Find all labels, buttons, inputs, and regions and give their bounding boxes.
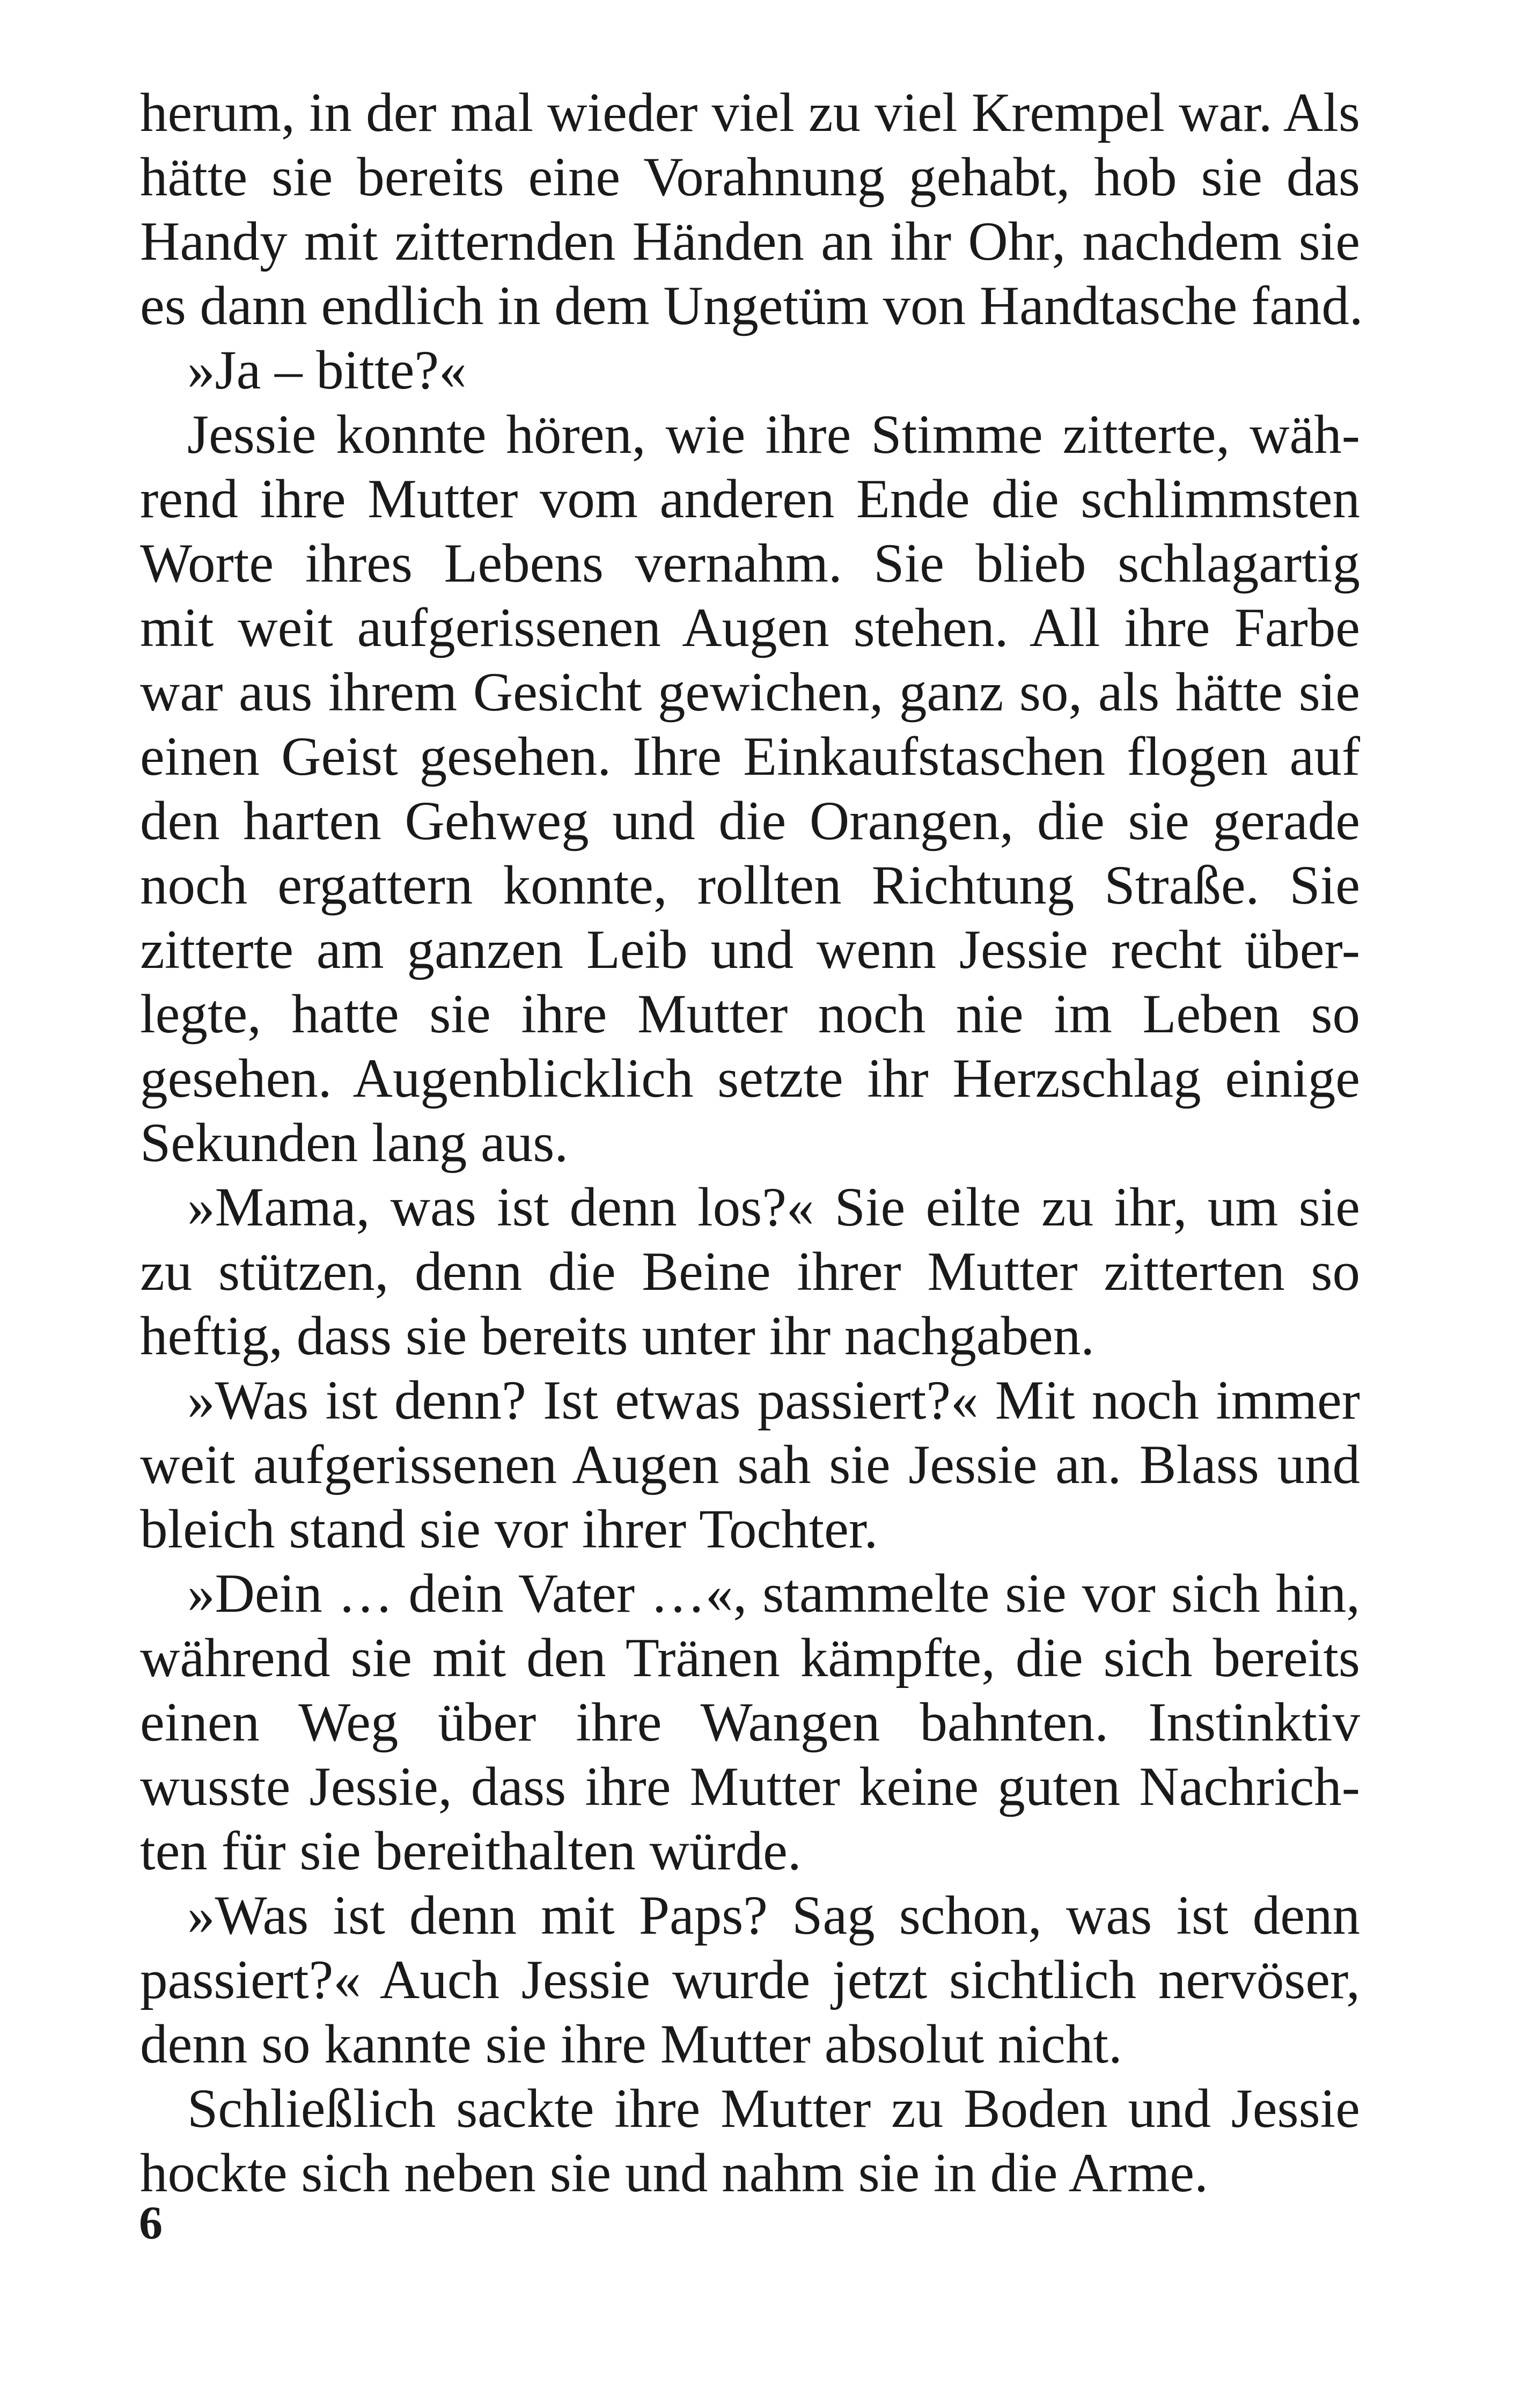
text-line: einen Weg über ihre Wangen bahnten. Instinktiv	[140, 1692, 1360, 1753]
text-line: »Mama, was ist denn los?« Sie eilte zu ihr, um sie	[187, 1177, 1360, 1238]
page-number: 6	[139, 2197, 163, 2249]
page-body-text	[140, 80, 1363, 2205]
text-line: bleich stand sie vor ihrer Tochter.	[140, 1499, 878, 1560]
text-line: gesehen. Augenblicklich setzte ihr Herzschlag einige	[140, 1048, 1360, 1109]
text-line: Worte ihres Lebens vernahm. Sie blieb schlagartig	[140, 533, 1360, 594]
text-line: heftig, dass sie bereits unter ihr nachgaben.	[140, 1305, 1095, 1367]
text-line: »Was ist denn? Ist etwas passiert?« Mit noch immer	[187, 1370, 1360, 1431]
text-line: legte, hatte sie ihre Mutter noch nie im Leben so	[140, 983, 1360, 1045]
text-line: den harten Gehweg und die Orangen, die sie gerade	[140, 790, 1360, 851]
text-line: zitterte am ganzen Leib und wenn Jessie recht über-	[140, 919, 1360, 980]
text-line: rend ihre Mutter vom anderen Ende die schlimmsten	[140, 468, 1360, 530]
text-line: Schließlich sackte ihre Mutter zu Boden und Jessie	[187, 2078, 1360, 2139]
text-line: herum, in der mal wieder viel zu viel Krempel war. Als	[140, 82, 1360, 143]
text-line: wusste Jessie, dass ihre Mutter keine guten Nachrich-	[140, 1756, 1360, 1817]
text-line: »Was ist denn mit Paps? Sag schon, was ist denn	[187, 1885, 1360, 1946]
text-line: »Dein … dein Vater …«, stammelte sie vor sich hin,	[187, 1563, 1360, 1624]
text-line: »Ja – bitte?«	[187, 340, 467, 401]
text-line: weit aufgerissenen Augen sah sie Jessie an. Blass und	[140, 1434, 1360, 1495]
text-line: noch ergattern konnte, rollten Richtung Straße. Sie	[140, 855, 1360, 916]
text-line: einen Geist gesehen. Ihre Einkaufstaschen flogen auf	[140, 726, 1360, 787]
text-line: ten für sie bereithalten würde.	[140, 1820, 802, 1882]
text-line: mit weit aufgerissenen Augen stehen. All ihre Farbe	[140, 597, 1360, 658]
text-line: passiert?« Auch Jessie wurde jetzt sichtlich nervöser,	[140, 1949, 1360, 2010]
text-line: hätte sie bereits eine Vorahnung gehabt, hob sie das	[140, 146, 1360, 208]
text-line: Sekunden lang aus.	[140, 1112, 569, 1173]
text-line: denn so kannte sie ihre Mutter absolut nicht.	[140, 2014, 1122, 2075]
text-line: war aus ihrem Gesicht gewichen, ganz so, als hätte sie	[140, 662, 1360, 723]
text-line: während sie mit den Tränen kämpfte, die sich bereits	[140, 1627, 1360, 1688]
text-line: hockte sich neben sie und nahm sie in die Arme.	[140, 2142, 1208, 2204]
text-line: Handy mit zitternden Händen an ihr Ohr, nachdem sie	[140, 211, 1360, 272]
text-line: es dann endlich in dem Ungetüm von Handtasche fand.	[140, 275, 1363, 336]
text-line: zu stützen, denn die Beine ihrer Mutter zitterten so	[140, 1241, 1360, 1302]
text-line: Jessie konnte hören, wie ihre Stimme zitterte, wäh-	[187, 404, 1360, 465]
